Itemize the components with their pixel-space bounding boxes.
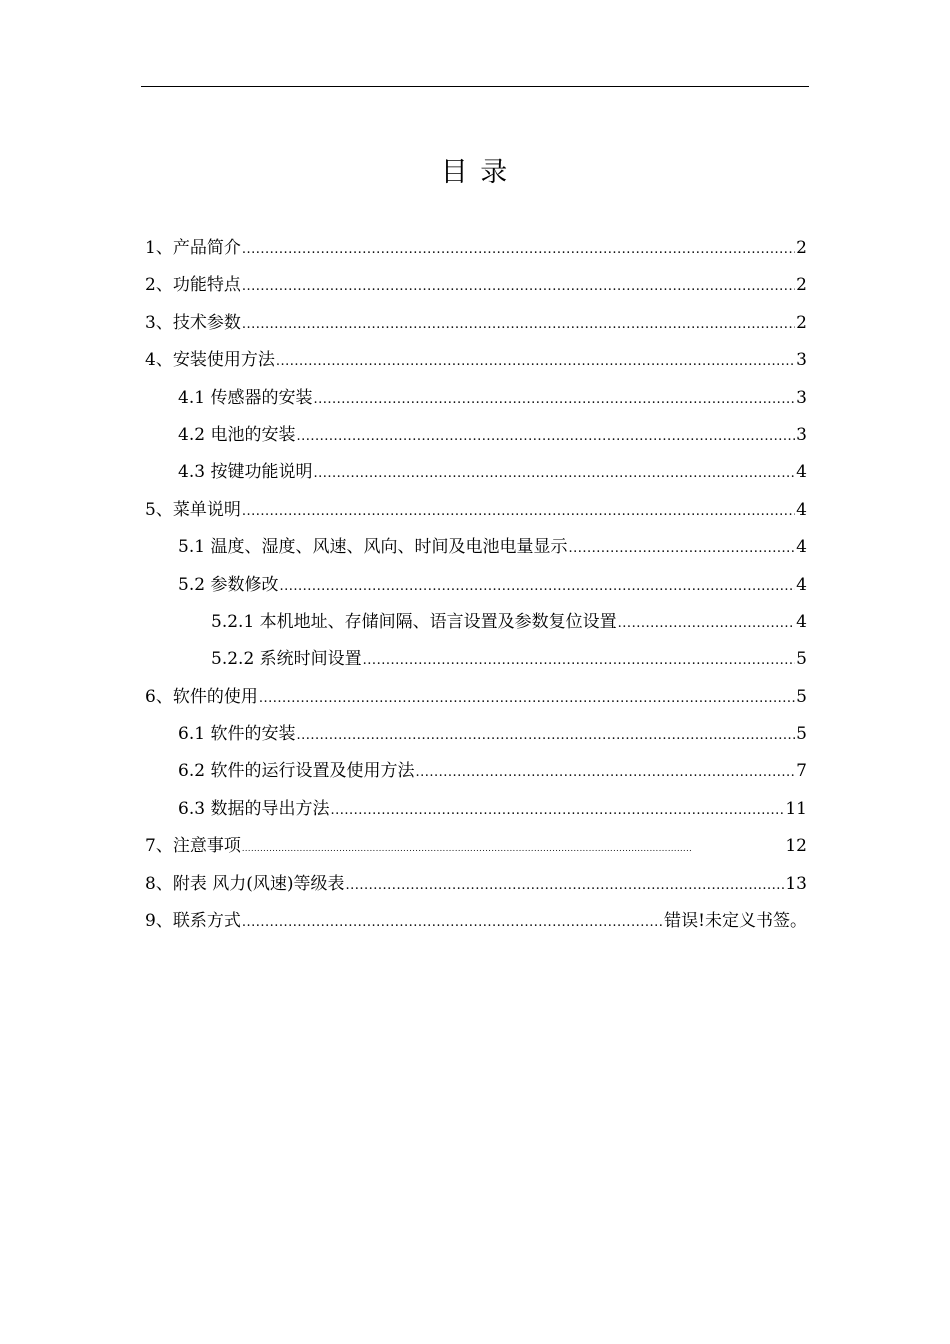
dot-leader bbox=[618, 604, 796, 642]
dot-leader bbox=[279, 567, 795, 605]
toc-entry-text: 6.1 软件的安装 bbox=[178, 724, 296, 745]
toc-entry-text: 5.1 温度、湿度、风速、风向、时间及电池电量显示 bbox=[178, 537, 568, 558]
toc-page-number: 3 bbox=[796, 424, 807, 445]
toc-entry[interactable] bbox=[145, 641, 807, 678]
toc-page-number: 2 bbox=[796, 238, 807, 258]
dot-leader bbox=[242, 267, 795, 305]
toc-page-number: 4 bbox=[796, 574, 807, 595]
dot-leader bbox=[568, 529, 795, 567]
dot-leader bbox=[276, 342, 795, 380]
table-of-contents bbox=[145, 230, 807, 940]
toc-entry-text: 6.3 数据的导出方法 bbox=[178, 798, 330, 819]
dot-leader bbox=[363, 641, 796, 679]
dot-leader bbox=[259, 679, 795, 717]
toc-entry-text: 2、功能特点 bbox=[145, 275, 241, 296]
toc-entry-text: 6、软件的使用 bbox=[145, 686, 258, 707]
toc-entry[interactable] bbox=[145, 567, 807, 604]
dot-leader bbox=[345, 866, 784, 904]
toc-entry-text: 5.2.2 系统时间设置 bbox=[211, 649, 362, 670]
toc-page-number: 3 bbox=[796, 387, 807, 408]
toc-page-number: 5 bbox=[796, 724, 807, 745]
toc-entry[interactable] bbox=[145, 529, 807, 566]
toc-page-number: 2 bbox=[796, 312, 807, 333]
toc-entry-text: 5.2.1 本机地址、存储间隔、语言设置及参数复位设置 bbox=[211, 611, 617, 632]
toc-entry[interactable] bbox=[145, 903, 807, 940]
toc-page-number: 4 bbox=[796, 462, 807, 483]
dot-leader bbox=[242, 305, 795, 343]
toc-page-number: 4 bbox=[796, 499, 807, 520]
toc-entry[interactable] bbox=[145, 267, 807, 304]
toc-entry-text: 3、技术参数 bbox=[145, 312, 241, 333]
toc-entry[interactable] bbox=[145, 305, 807, 342]
dot-leader bbox=[242, 903, 663, 941]
dot-leader bbox=[296, 417, 795, 455]
toc-entry-text: 9、联系方式 bbox=[145, 911, 241, 932]
toc-entry-text: 4.3 按键功能说明 bbox=[178, 462, 313, 483]
toc-entry-text: 5.2 参数修改 bbox=[178, 574, 279, 595]
toc-entry[interactable] bbox=[145, 417, 807, 454]
toc-page-number: 5 bbox=[796, 686, 807, 707]
toc-page-number: 5 bbox=[796, 649, 807, 670]
dot-leader bbox=[296, 716, 795, 754]
toc-entry-text: 5、菜单说明 bbox=[145, 499, 241, 520]
toc-entry-text: 8、附表 风力(风速)等级表 bbox=[145, 873, 345, 894]
dot-leader bbox=[242, 492, 795, 530]
dot-leader bbox=[330, 791, 784, 829]
toc-entry[interactable] bbox=[145, 454, 807, 491]
toc-page-number: 12 bbox=[785, 836, 807, 857]
toc-entry-text: 4、安装使用方法 bbox=[145, 350, 275, 371]
toc-entry[interactable] bbox=[145, 604, 807, 641]
toc-entry[interactable] bbox=[145, 342, 807, 379]
toc-page-number: 4 bbox=[796, 611, 807, 632]
toc-entry[interactable] bbox=[145, 492, 807, 529]
dot-leader bbox=[313, 380, 795, 418]
dot-leader bbox=[242, 828, 692, 867]
toc-page-number: 4 bbox=[796, 537, 807, 558]
toc-page-number: 2 bbox=[796, 275, 807, 296]
toc-entry[interactable] bbox=[145, 791, 807, 828]
toc-page-number: 7 bbox=[796, 761, 807, 782]
toc-entry[interactable] bbox=[145, 828, 807, 865]
toc-page-number: 3 bbox=[796, 350, 807, 371]
header-rule bbox=[141, 86, 809, 87]
toc-entry[interactable] bbox=[145, 230, 807, 267]
dot-leader bbox=[242, 230, 795, 268]
toc-page-number: 错误!未定义书签。 bbox=[664, 911, 807, 932]
toc-entry[interactable] bbox=[145, 753, 807, 790]
toc-title: 目 录 bbox=[440, 157, 510, 188]
toc-entry[interactable] bbox=[145, 866, 807, 903]
toc-entry-text: 4.2 电池的安装 bbox=[178, 424, 296, 445]
dot-leader bbox=[313, 454, 795, 492]
toc-entry-text: 1、产品简介 bbox=[145, 238, 241, 258]
toc-entry-text: 7、注意事项 bbox=[145, 836, 241, 857]
toc-page-number: 11 bbox=[785, 798, 807, 819]
toc-entry[interactable] bbox=[145, 716, 807, 753]
dot-leader bbox=[415, 753, 795, 791]
toc-page-number: 13 bbox=[785, 873, 807, 894]
toc-entry-text: 4.1 传感器的安装 bbox=[178, 387, 313, 408]
toc-entry[interactable] bbox=[145, 380, 807, 417]
toc-entry[interactable] bbox=[145, 679, 807, 716]
toc-entry-text: 6.2 软件的运行设置及使用方法 bbox=[178, 761, 415, 782]
